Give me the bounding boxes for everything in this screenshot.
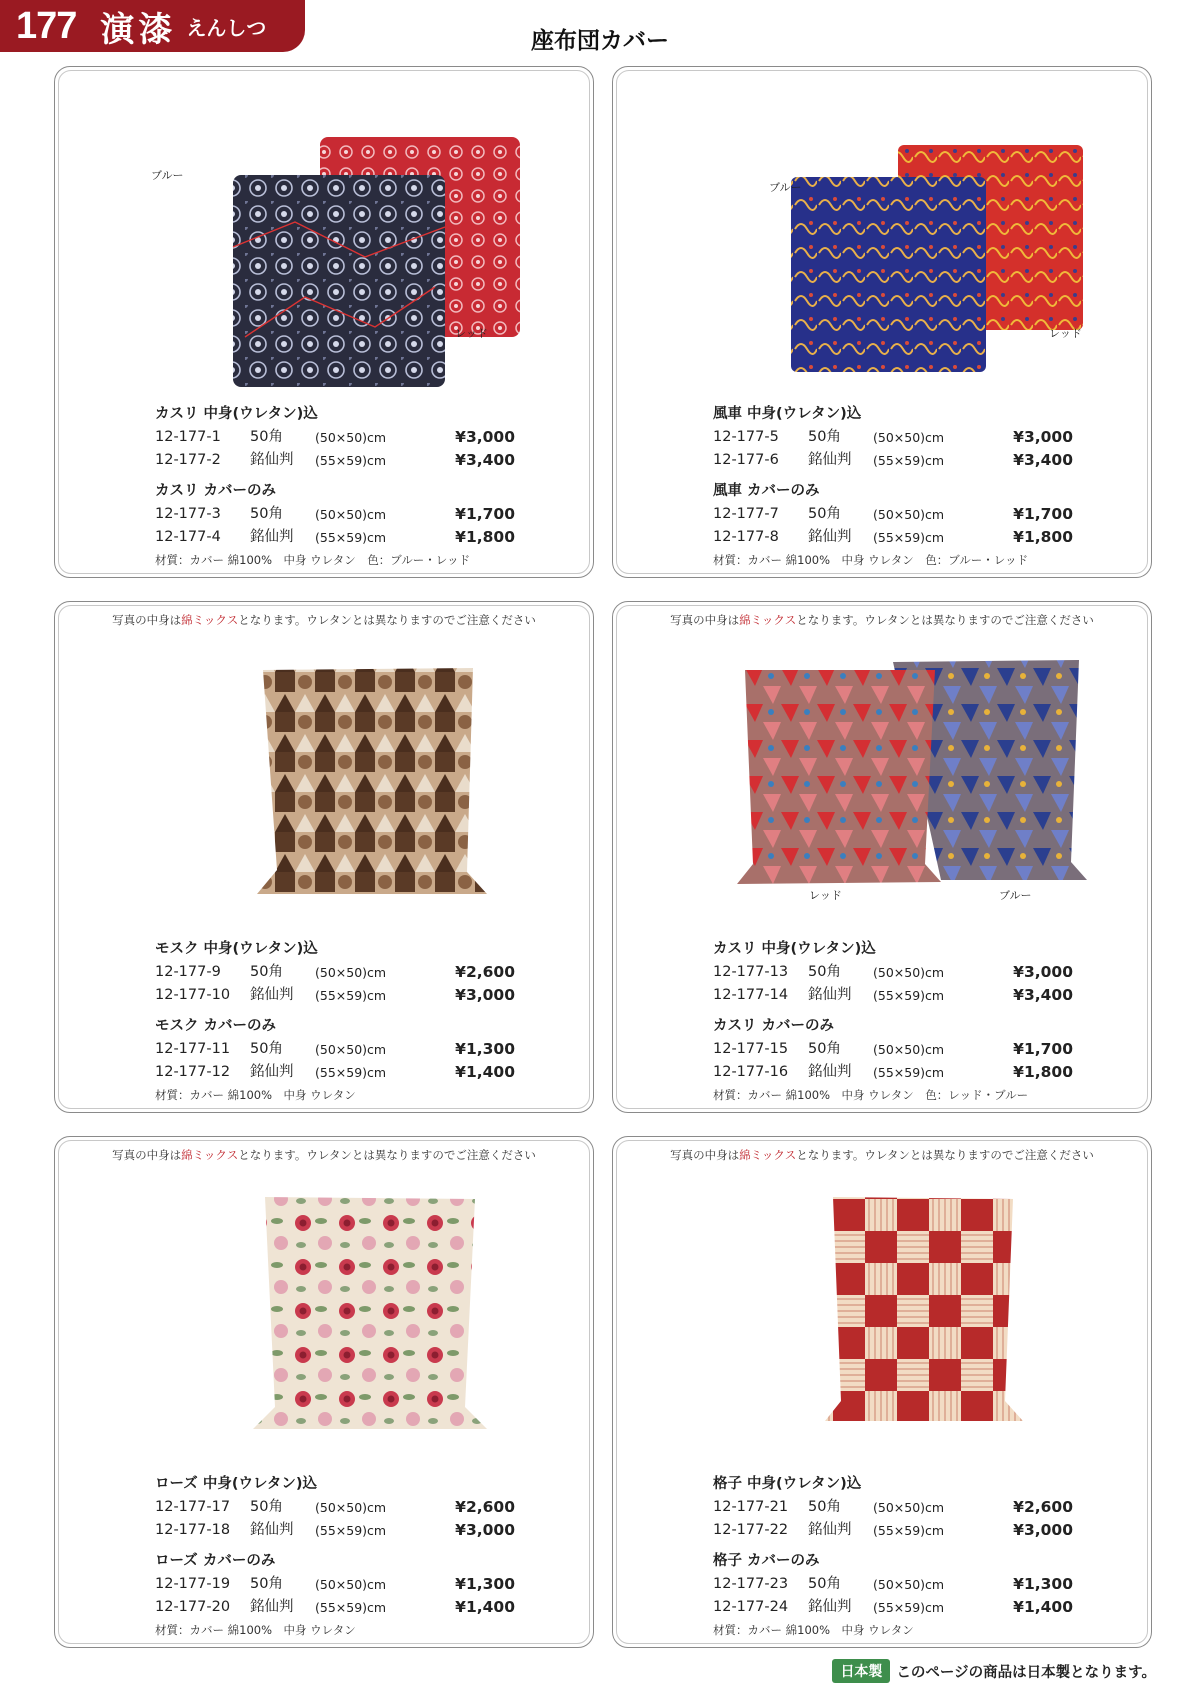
product-price: ¥3,000: [1013, 428, 1073, 446]
spec-row: [155, 1519, 515, 1542]
product-price: ¥1,400: [1013, 1598, 1073, 1616]
product-size: 銘仙判: [250, 529, 294, 545]
product-code: 12-177-22: [713, 1522, 789, 1538]
page-number: 177: [16, 4, 77, 47]
group-title: 風車 中身(ウレタン)込: [713, 406, 862, 422]
product-price: ¥1,700: [1013, 1040, 1073, 1058]
product-photo: [115, 1167, 535, 1457]
group-title: カスリ カバーのみ: [155, 483, 277, 499]
product-photo: [673, 97, 1093, 387]
product-price: ¥1,400: [455, 1598, 515, 1616]
spec-row: [155, 1496, 515, 1519]
spec-list: [155, 938, 515, 1103]
product-dimensions: (55×59)cm: [315, 1600, 387, 1615]
product-card: [54, 1136, 594, 1648]
group-title: ローズ 中身(ウレタン)込: [155, 1476, 317, 1492]
spec-row: [155, 1573, 515, 1596]
made-in-japan-badge: 日本製: [832, 1659, 890, 1683]
product-code: 12-177-5: [713, 429, 779, 445]
product-price: ¥1,700: [1013, 505, 1073, 523]
product-code: 12-177-10: [155, 987, 231, 1003]
spec-list: [713, 403, 1073, 568]
spec-list: [713, 938, 1073, 1103]
material-note: 材質：カバー 綿100% 中身 ウレタン: [713, 1623, 914, 1637]
footer-text: このページの商品は日本製となります。: [896, 1664, 1156, 1681]
product-size: 50角: [250, 964, 283, 980]
product-code: 12-177-15: [713, 1041, 789, 1057]
spec-row: [713, 526, 1073, 549]
product-size: 50角: [250, 429, 283, 445]
product-dimensions: (50×50)cm: [315, 1500, 387, 1515]
notice-highlight: 綿ミックス: [181, 613, 239, 627]
product-code: 12-177-3: [155, 506, 221, 522]
spec-row: [155, 426, 515, 449]
product-dimensions: (50×50)cm: [315, 965, 387, 980]
group-title: カスリ 中身(ウレタン)込: [713, 941, 876, 957]
product-dimensions: (55×59)cm: [873, 988, 945, 1003]
product-size: 50角: [250, 1499, 283, 1515]
spec-row: [713, 1573, 1073, 1596]
product-dimensions: (55×59)cm: [873, 453, 945, 468]
product-size: 50角: [808, 506, 841, 522]
product-code: 12-177-7: [713, 506, 779, 522]
product-code: 12-177-17: [155, 1499, 231, 1515]
material-note: 材質：カバー 綿100% 中身 ウレタン 色：ブルー・レッド: [713, 553, 1029, 567]
product-dimensions: (55×59)cm: [873, 1600, 945, 1615]
product-code: 12-177-12: [155, 1064, 231, 1080]
product-price: ¥1,300: [455, 1575, 515, 1593]
spec-row: [155, 526, 515, 549]
product-dimensions: (55×59)cm: [315, 1523, 387, 1538]
group-title: カスリ 中身(ウレタン)込: [155, 406, 318, 422]
product-dimensions: (50×50)cm: [873, 1500, 945, 1515]
product-card: [612, 601, 1152, 1113]
product-card: [612, 66, 1152, 578]
spec-row: [155, 984, 515, 1007]
category-title: 演漆: [100, 9, 177, 50]
spec-row: [713, 984, 1073, 1007]
product-price: ¥3,000: [455, 1521, 515, 1539]
spec-row: [713, 1038, 1073, 1061]
spec-list: [155, 403, 515, 568]
spec-row: [155, 1038, 515, 1061]
product-size: 50角: [808, 429, 841, 445]
product-dimensions: (50×50)cm: [315, 507, 387, 522]
spec-row: [155, 1061, 515, 1084]
product-photo: [115, 97, 535, 387]
product-photo: [673, 632, 1093, 922]
category-kana: えんしつ: [186, 15, 267, 40]
notice-highlight: 綿ミックス: [739, 613, 797, 627]
product-price: ¥3,400: [455, 451, 515, 469]
color-label: ブルー: [151, 169, 184, 182]
product-price: ¥2,600: [455, 1498, 515, 1516]
product-dimensions: (50×50)cm: [315, 1042, 387, 1057]
spec-row: [713, 426, 1073, 449]
product-dimensions: (50×50)cm: [873, 1577, 945, 1592]
product-size: 50角: [808, 1499, 841, 1515]
product-price: ¥2,600: [1013, 1498, 1073, 1516]
product-size: 50角: [250, 506, 283, 522]
notice-text: となります。ウレタンとは異なりますのでご注意ください: [238, 613, 536, 627]
product-price: ¥3,000: [455, 986, 515, 1004]
stuffing-notice: [55, 612, 593, 628]
material-note: 材質：カバー 綿100% 中身 ウレタン: [155, 1088, 356, 1102]
product-size: 銘仙判: [250, 1064, 294, 1080]
product-card: [54, 601, 594, 1113]
notice-text: 写真の中身は: [670, 1148, 740, 1162]
spec-list: [713, 1473, 1073, 1638]
color-label: レッド: [1049, 327, 1082, 340]
product-card: [54, 66, 594, 578]
product-size: 銘仙判: [250, 1522, 294, 1538]
spec-row: [713, 1061, 1073, 1084]
product-code: 12-177-16: [713, 1064, 789, 1080]
page-title: 座布団カバー: [531, 27, 669, 54]
group-title: 風車 カバーのみ: [713, 483, 820, 499]
spec-row: [155, 1596, 515, 1619]
product-code: 12-177-6: [713, 452, 779, 468]
stuffing-notice: [613, 1147, 1151, 1163]
product-price: ¥3,400: [1013, 451, 1073, 469]
product-price: ¥3,000: [455, 428, 515, 446]
color-label: レッド: [455, 327, 488, 340]
product-dimensions: (50×50)cm: [315, 1577, 387, 1592]
spec-row: [155, 449, 515, 472]
group-title: モスク カバーのみ: [155, 1018, 277, 1034]
product-price: ¥2,600: [455, 963, 515, 981]
product-dimensions: (50×50)cm: [873, 965, 945, 980]
product-price: ¥1,800: [1013, 1063, 1073, 1081]
product-dimensions: (55×59)cm: [315, 453, 387, 468]
product-price: ¥1,700: [455, 505, 515, 523]
product-dimensions: (50×50)cm: [873, 1042, 945, 1057]
product-size: 銘仙判: [808, 529, 852, 545]
material-note: 材質：カバー 綿100% 中身 ウレタン 色：ブルー・レッド: [155, 553, 471, 567]
spec-list: [155, 1473, 515, 1638]
spec-row: [713, 1496, 1073, 1519]
product-dimensions: (55×59)cm: [873, 530, 945, 545]
group-title: カスリ カバーのみ: [713, 1018, 835, 1034]
product-price: ¥3,400: [1013, 986, 1073, 1004]
product-code: 12-177-19: [155, 1576, 231, 1592]
product-price: ¥1,300: [455, 1040, 515, 1058]
product-size: 50角: [808, 964, 841, 980]
product-dimensions: (55×59)cm: [315, 1065, 387, 1080]
product-price: ¥3,000: [1013, 1521, 1073, 1539]
product-code: 12-177-20: [155, 1599, 231, 1615]
product-code: 12-177-8: [713, 529, 779, 545]
group-title: モスク 中身(ウレタン)込: [155, 941, 318, 957]
product-size: 銘仙判: [808, 987, 852, 1003]
spec-row: [155, 961, 515, 984]
product-dimensions: (50×50)cm: [873, 507, 945, 522]
notice-highlight: 綿ミックス: [181, 1148, 239, 1162]
product-code: 12-177-23: [713, 1576, 789, 1592]
footer-note: [832, 1659, 1156, 1683]
product-size: 50角: [250, 1041, 283, 1057]
product-code: 12-177-9: [155, 964, 221, 980]
product-price: ¥1,800: [455, 528, 515, 546]
product-code: 12-177-11: [155, 1041, 231, 1057]
material-note: 材質：カバー 綿100% 中身 ウレタン 色：レッド・ブルー: [713, 1088, 1029, 1102]
notice-highlight: 綿ミックス: [739, 1148, 797, 1162]
spec-row: [155, 503, 515, 526]
notice-text: となります。ウレタンとは異なりますのでご注意ください: [796, 1148, 1094, 1162]
product-code: 12-177-21: [713, 1499, 789, 1515]
notice-text: となります。ウレタンとは異なりますのでご注意ください: [796, 613, 1094, 627]
spec-row: [713, 1519, 1073, 1542]
product-code: 12-177-18: [155, 1522, 231, 1538]
product-price: ¥1,300: [1013, 1575, 1073, 1593]
product-dimensions: (50×50)cm: [873, 430, 945, 445]
product-code: 12-177-1: [155, 429, 221, 445]
group-title: ローズ カバーのみ: [155, 1553, 276, 1569]
product-price: ¥3,000: [1013, 963, 1073, 981]
product-code: 12-177-2: [155, 452, 221, 468]
product-card: [612, 1136, 1152, 1648]
product-size: 銘仙判: [250, 987, 294, 1003]
notice-text: 写真の中身は: [112, 1148, 182, 1162]
product-size: 銘仙判: [808, 1522, 852, 1538]
product-size: 50角: [250, 1576, 283, 1592]
product-code: 12-177-13: [713, 964, 789, 980]
spec-row: [713, 1596, 1073, 1619]
group-title: 格子 カバーのみ: [713, 1553, 820, 1569]
stuffing-notice: [55, 1147, 593, 1163]
notice-text: となります。ウレタンとは異なりますのでご注意ください: [238, 1148, 536, 1162]
color-label: ブルー: [999, 889, 1032, 902]
product-size: 銘仙判: [250, 1599, 294, 1615]
product-size: 銘仙判: [808, 1064, 852, 1080]
product-dimensions: (55×59)cm: [873, 1523, 945, 1538]
notice-text: 写真の中身は: [670, 613, 740, 627]
spec-row: [713, 961, 1073, 984]
product-photo: [673, 1167, 1093, 1457]
product-size: 銘仙判: [250, 452, 294, 468]
color-label: レッド: [809, 889, 842, 902]
product-price: ¥1,400: [455, 1063, 515, 1081]
product-dimensions: (55×59)cm: [873, 1065, 945, 1080]
product-dimensions: (50×50)cm: [315, 430, 387, 445]
product-photo: [115, 632, 535, 922]
product-size: 銘仙判: [808, 1599, 852, 1615]
color-label: ブルー: [769, 181, 802, 194]
product-price: ¥1,800: [1013, 528, 1073, 546]
notice-text: 写真の中身は: [112, 613, 182, 627]
material-note: 材質：カバー 綿100% 中身 ウレタン: [155, 1623, 356, 1637]
product-code: 12-177-24: [713, 1599, 789, 1615]
product-code: 12-177-14: [713, 987, 789, 1003]
product-dimensions: (55×59)cm: [315, 530, 387, 545]
product-code: 12-177-4: [155, 529, 221, 545]
stuffing-notice: [613, 612, 1151, 628]
spec-row: [713, 503, 1073, 526]
product-size: 銘仙判: [808, 452, 852, 468]
spec-row: [713, 449, 1073, 472]
product-size: 50角: [808, 1041, 841, 1057]
group-title: 格子 中身(ウレタン)込: [713, 1476, 862, 1492]
product-dimensions: (55×59)cm: [315, 988, 387, 1003]
product-size: 50角: [808, 1576, 841, 1592]
